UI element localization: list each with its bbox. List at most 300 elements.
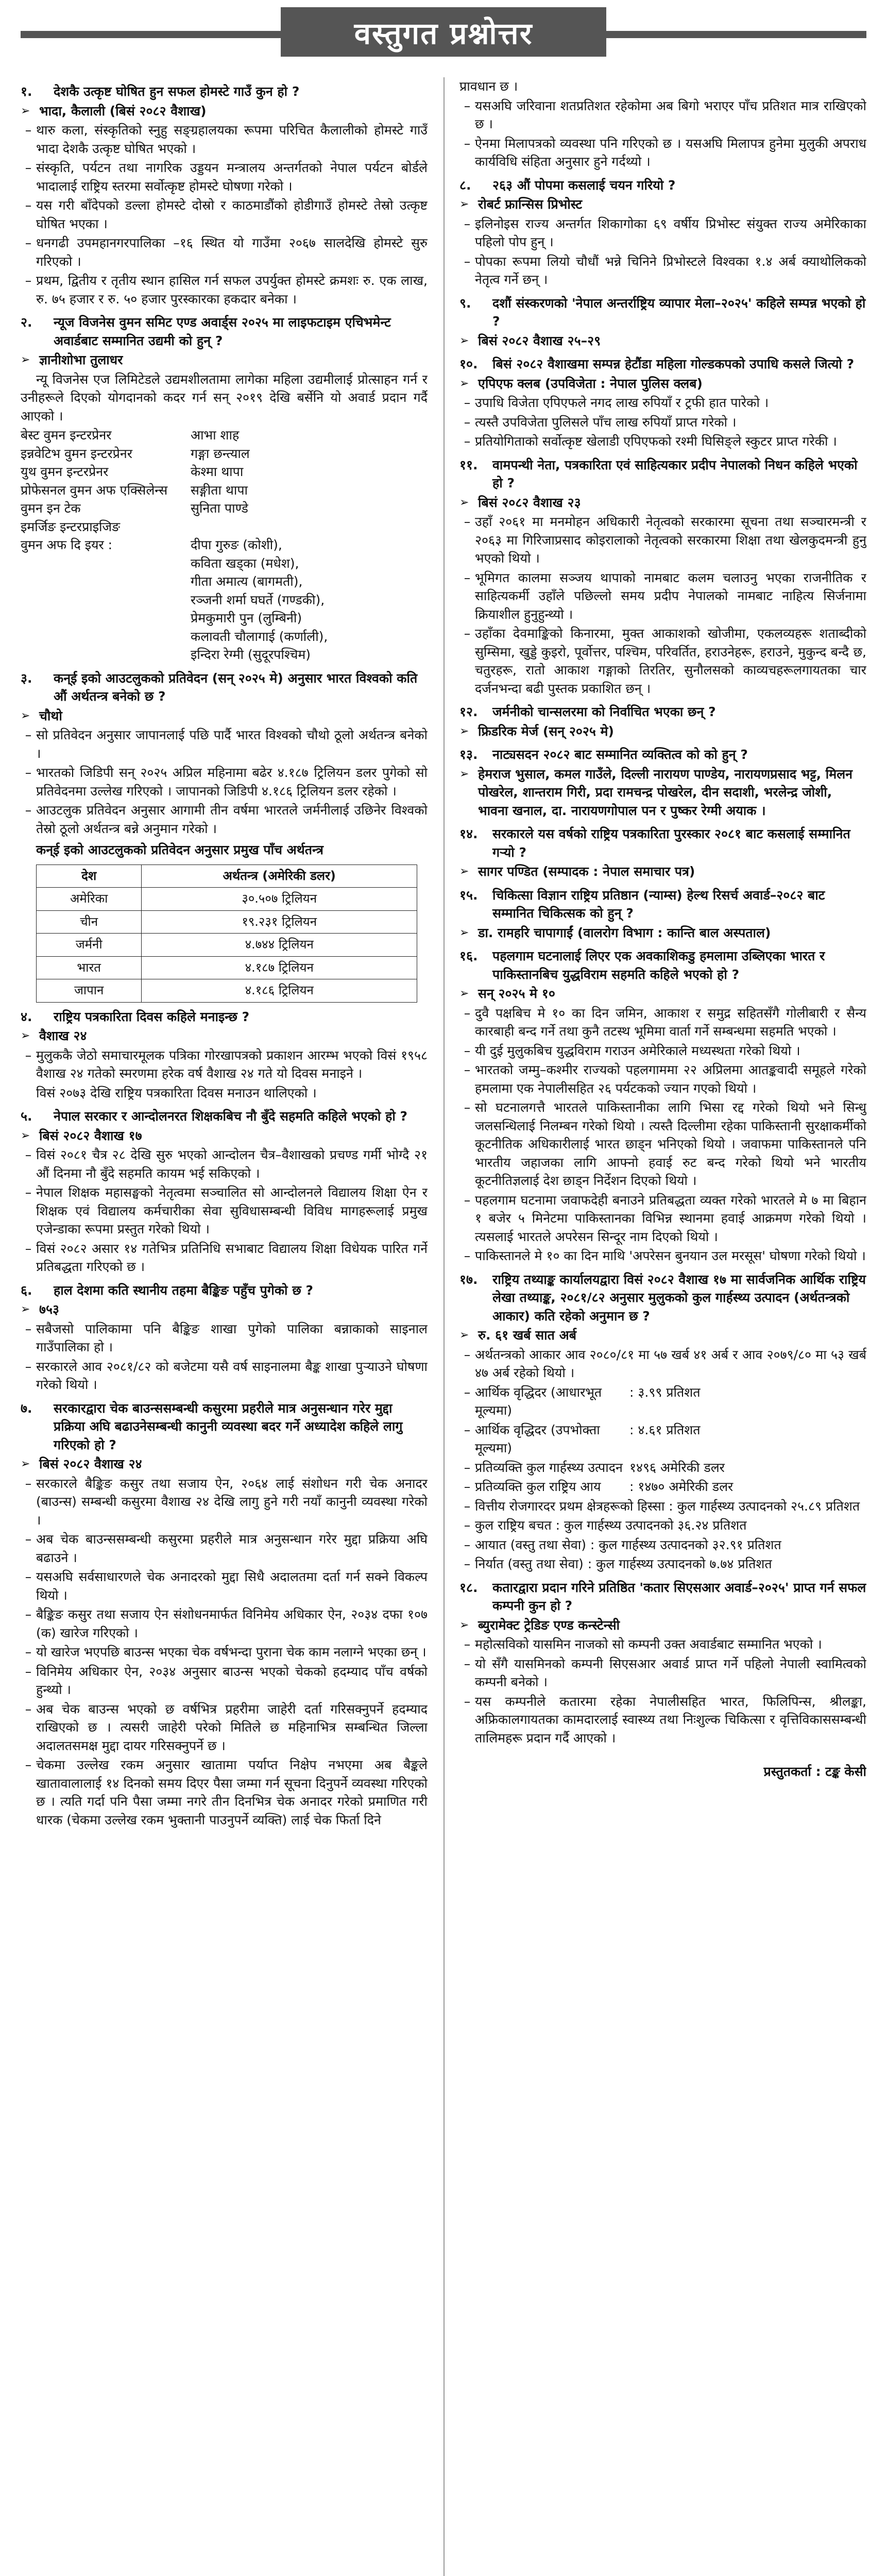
question-text: नाट्यसदन २०८२ बाट सम्मानित व्यक्तित्व को को हुन् ?: [492, 747, 748, 762]
bullet-item: [21, 1568, 428, 1604]
bullet-item: [21, 1605, 428, 1642]
paragraph: न्यू विजनेस एज लिमिटेडले उद्यमशीलतामा लागेका महिला उद्यमीलाई प्रोत्साहन गर्न र उनीहरूले दिएको योगदानको कदर गर्न सन् २०१९ देखि बर्सेनि यो अवार्ड प्रदान गर्दै आएको ।: [21, 371, 428, 423]
question-number: २.: [21, 315, 32, 330]
bullet-text: दुवै पक्षबिच मे १० का दिन जमिन, आकाश र समुद्र सहितसँगै गोलीबारी र सैन्य कारबाही बन्द गर्ने तथा कुनै तटस्थ भूमिमा वार्ता गर्ने सम्बन्धमा सहमति भएको ।: [475, 1005, 866, 1039]
question: [459, 825, 866, 861]
question: [459, 1579, 866, 1615]
bullet-item: [459, 1692, 866, 1748]
bullet-item: [459, 1383, 866, 1420]
question-text: कन्ई इको आउटलुकको प्रतिवेदन (सन् २०२५ मे) अनुसार भारत विश्वको कति औं अर्थतन्त्र बनेको छ ?: [54, 670, 418, 704]
question-number: ४.: [21, 1009, 32, 1024]
question-text: नेपाल सरकार र आन्दोलनरत शिक्षकबिच नौ बुँदे सहमति कहिले भएको हो ?: [54, 1109, 408, 1124]
bullet-dash-icon: –: [25, 727, 32, 742]
award-row: [21, 646, 428, 664]
answer: [21, 707, 428, 725]
award-row: [21, 554, 428, 573]
table-row: [37, 934, 417, 957]
award-category: बेस्ट वुमन इन्टरप्रेनर: [21, 428, 112, 443]
award-row: [21, 518, 428, 536]
award-row: [21, 481, 428, 500]
award-winner: गङ्गा छन्त्याल: [191, 446, 250, 461]
award-row: [21, 572, 428, 591]
bullet-dash-icon: –: [464, 414, 471, 430]
question-text: राष्ट्रिय तथ्याङ्क कार्यालयद्वारा विसं २०८२ वैशाख १७ मा सार्वजनिक आर्थिक राष्ट्रिय लेखा तथ्याङ्क, २०८१/८२ अनुसार मुलुकको कुल गार्हस्थ्य उत्पादन (अर्थतन्त्रको आकार) कति रहेको अनुमान छ ?: [492, 1272, 866, 1324]
stat-label: आर्थिक वृद्धिदर (उपभोक्ता मूल्यमा): [475, 1422, 600, 1455]
bullet-text: मुलुककै जेठो समाचारमूलक पत्रिका गोरखापत्रको प्रकाशन आरम्भ भएको विसं १९५८ वैशाख २४ गतेको स्मरणमा हरेक वर्ष वैशाख २४ गते यो दिवस मनाइने ।: [36, 1047, 428, 1081]
answer-arrow-icon: ➢: [459, 1618, 469, 1632]
bullet-text: विसं २०८२ असार १४ गतेभित्र प्रतिनिधि सभाबाट विद्यालय शिक्षा विधेयक पारित गर्ने प्रतिबद्धता गरिएको छ ।: [36, 1241, 428, 1274]
question-number: १४.: [459, 826, 478, 841]
bullet-dash-icon: –: [464, 216, 471, 231]
bullet-item: [459, 624, 866, 698]
bullet-item: [21, 1663, 428, 1699]
bullet-dash-icon: –: [25, 1569, 32, 1584]
bullet-dash-icon: –: [25, 765, 32, 780]
answer-arrow-icon: ➢: [21, 1303, 30, 1316]
bullet-item: [21, 1530, 428, 1567]
award-spacer: [21, 628, 191, 646]
bullet-text: सबैजसो पालिकामा पनि बैङ्किङ शाखा पुगेको पालिका बन्नाकाको साइनाल गाउँपालिका हो ।: [36, 1321, 428, 1354]
bullet-dash-icon: –: [464, 434, 471, 449]
stat-value: : ४.६१ प्रतिशत: [629, 1422, 701, 1437]
award-winner: गीता अमात्य (बागमती),: [191, 574, 303, 589]
table-cell: अमेरिका: [37, 888, 142, 911]
bullet-dash-icon: –: [25, 1241, 32, 1256]
bullet-item: [21, 1183, 428, 1239]
stat-value: : ३.९९ प्रतिशत: [629, 1384, 701, 1400]
bullet-text: त्यस्तै उपविजेता पुलिसले पाँच लाख रुपियाँ प्राप्त गरेको ।: [475, 414, 737, 430]
answer-text: सन् २०२५ मे १०: [478, 986, 555, 1001]
question: [21, 313, 428, 350]
answer: [459, 765, 866, 820]
left-column: [21, 77, 428, 2576]
answer-text: बिसं २०८२ वैशाख १७: [39, 1128, 142, 1143]
bullet-text: यस कम्पनीले कतारमा रहेका नेपालीसहित भारत, फिलिपिन्स, श्रीलङ्का, अफ्रिकालगायतका कामदारलाई स्वास्थ्य तथा निःशुल्क चिकित्सा र वृत्तिविकाससम्बन्धी तालिमहरू प्रदान गर्दै आएको ।: [475, 1693, 866, 1745]
award-row: [21, 609, 428, 628]
question-text: कतारद्वारा प्रदान गरिने प्रतिष्ठित 'कतार सिएसआर अवार्ड–२०२५' प्राप्त गर्न सफल कम्पनी कुन हो ?: [492, 1580, 866, 1613]
bullet-dash-icon: –: [464, 1043, 471, 1058]
column-header: देश: [37, 865, 142, 888]
right-column: [459, 77, 866, 2576]
answer-arrow-icon: ➢: [21, 1458, 30, 1470]
bullet-dash-icon: –: [464, 1422, 471, 1437]
bullet-dash-icon: –: [464, 1537, 471, 1552]
award-spacer: [21, 591, 191, 609]
bullet-text: बैङ्किङ कसुर तथा सजाय ऐन संशोधनमार्फत विनिमेय अधिकार ऐन, २०३४ दफा १०७ (क) खारेज गरिएको ।: [36, 1607, 428, 1640]
question-text: सरकारद्वारा चेक बाउन्ससम्बन्धी कसुरमा प्रहरीले मात्र अनुसन्धान गरेर मुद्दा प्रक्रिया अघि बढाउनेसम्बन्धी कानुनी व्यवस्था बदर गर्ने अध्यादेश कहिले लागु गरिएको हो ?: [54, 1400, 403, 1452]
question-text: दशौं संस्करणको 'नेपाल अन्तर्राष्ट्रिय व्यापार मेला–२०२५' कहिले सम्पन्न भएको हो ?: [492, 295, 866, 329]
award-winner: रञ्जनी शर्मा घघर्ते (गण्डकी),: [191, 592, 325, 607]
question-number: ६.: [21, 1282, 32, 1298]
answer: [459, 332, 866, 350]
question-text: सरकारले यस वर्षको राष्ट्रिय पत्रकारिता पुरस्कार २०८१ बाट कसलाई सम्मानित गऱ्यो ?: [492, 826, 850, 860]
answer: [459, 985, 866, 1003]
question: [459, 294, 866, 331]
bullet-text: पोपका रूपमा लियो चौधौं भन्ने चिनिने प्रिभोस्टले विश्वका १.४ अर्ब क्याथोलिकको नेतृत्व गर्ने छन् ।: [475, 253, 866, 287]
bullet-text: सरकारले आव २०८१/८२ को बजेटमा यसै वर्ष साइनालमा बैङ्क शाखा पुऱ्याउने घोषणा गरेको थियो ।: [36, 1359, 428, 1392]
answer-arrow-icon: ➢: [459, 496, 469, 509]
table-row: [37, 956, 417, 979]
question-number: ११.: [459, 457, 478, 472]
bullet-text: इलिनोइस राज्य अन्तर्गत शिकागोका ६९ वर्षीय प्रिभोस्ट संयुक्त राज्य अमेरिकाका पहिलो पोप हुन् ।: [475, 216, 866, 249]
award-winner: सङ्गीता थापा: [191, 482, 248, 498]
answer-arrow-icon: ➢: [21, 1029, 30, 1042]
bullet-item: [459, 1655, 866, 1691]
bullet-text: कुल राष्ट्रिय बचत : कुल गार्हस्थ्य उत्पादनको ३६.२४ प्रतिशत: [475, 1518, 747, 1533]
question-text: हाल देशमा कति स्थानीय तहमा बैङ्किङ पहुँच पुगेको छ ?: [54, 1282, 313, 1298]
bullet-dash-icon: –: [464, 1062, 471, 1077]
bullet-dash-icon: –: [464, 514, 471, 529]
answer: [459, 1616, 866, 1635]
bullet-text: प्रथम, द्वितीय र तृतीय स्थान हासिल गर्न सफल उपर्युक्त होमस्टे क्रमशः रु. एक लाख, रु. ७५ हजार र रु. ५० हजार पुरस्कारका हकदार बनेका ।: [36, 273, 428, 307]
question: [459, 176, 866, 195]
bullet-item: [459, 1247, 866, 1265]
question-number: १२.: [459, 704, 478, 719]
table-cell: ४.१८७ ट्रिलियन: [142, 956, 417, 979]
bullet-dash-icon: –: [464, 570, 471, 585]
bullet-dash-icon: –: [25, 803, 32, 818]
bullet-text: पाकिस्तानले मे १० का दिन माथि 'अपरेसन बुनयान उल मरसूस' घोषणा गरेको थियो ।: [475, 1248, 866, 1263]
bullet-item: [21, 1643, 428, 1662]
table-row: [37, 979, 417, 1003]
section-banner: [0, 4, 887, 59]
table-cell: ४.१८६ ट्रिलियन: [142, 979, 417, 1003]
bullet-text: सो प्रतिवेदन अनुसार जापानलाई पछि पार्दै भारत विश्वको चौथो ठूलो अर्थतन्त्र बनेको ।: [36, 727, 428, 761]
paragraph: प्रावधान छ ।: [459, 79, 518, 94]
bullet-item: [459, 569, 866, 624]
column-divider: [444, 77, 445, 2576]
section-title: वस्तुगत प्रश्नोत्तर: [281, 7, 606, 57]
bullet-dash-icon: –: [25, 1607, 32, 1622]
bullet-item: [459, 1635, 866, 1654]
bullet-item: [459, 1042, 866, 1060]
award-winner: प्रेमकुमारी पुन (लुम्बिनी): [191, 611, 302, 625]
bullet-item: [21, 1240, 428, 1276]
question-text: २६३ औं पोपमा कसलाई चयन गरियो ?: [492, 177, 676, 193]
bullet-text: यो सँगै यासमिनको कम्पनी सिएसआर अवार्ड प्राप्त गर्ने पहिलो नेपाली स्वामित्वको कम्पनी बनेको ।: [475, 1656, 866, 1689]
answer: [459, 195, 866, 214]
bullet-dash-icon: –: [25, 1532, 32, 1547]
bullet-text: पहलगाम घटनामा जवाफदेही बनाउने प्रतिबद्धता व्यक्त गरेको भारतले मे ७ मा बिहान १ बजेर ५ मिनेटमा पाकिस्तानका विभिन्न स्थानमा हवाई आक्रमण गरेको थियो । त्यसलाई भारतले अपरेसन सिन्दूर नाम दिएको थियो ।: [475, 1192, 866, 1244]
answer-text: बिसं २०८२ वैशाख २३: [478, 495, 581, 510]
bullet-dash-icon: –: [25, 160, 32, 175]
bullet-dash-icon: –: [464, 253, 471, 269]
bullet-text: ऐनमा मिलापत्रको व्यवस्था पनि गरिएको छ । यसअघि मिलापत्र हुनेमा मुलुकी अपराध कार्यविधि संहिता अनुसार हुने गर्दथ्यो ।: [475, 135, 866, 169]
bullet-text: उहाँ २०६१ मा मनमोहन अधिकारी नेतृत्वको सरकारमा सूचना तथा सञ्चारमन्त्री र २०६३ मा गिरिजाप्रसाद कोइरालाको नेतृत्वको सरकारमा शिक्षा तथा खेलकुदमन्त्री हुनु भएको थियो ।: [475, 514, 866, 566]
bullet-text: सो घटनालगत्तै भारतले पाकिस्तानीका लागि भिसा रद्द गरेको थियो भने सिन्धु जलसन्धिलाई निलम्बन गरेको थियो । त्यस्तै दिल्लीमा रहेका पाकिस्तानी सुरक्षाकर्मीको कूटनीतिक अधिकारीलाई भारत छाड्न भनिएको थियो । जवाफमा पाकिस्तानले पनि भारतीय जहाजका लागि आफ्नो हवाई रुट बन्द गरेको थियो भने भारतीय कूटनीतिज्ञलाई देश छाड्न निर्देशन दिएको थियो ।: [475, 1100, 866, 1188]
bullet-text: सरकारले बैङ्किङ कसुर तथा सजाय ऐन, २०६४ लाई संशोधन गरी चेक अनादर (बाउन्स) सम्बन्धी कसुरमा वैशाख २४ देखि लागु हुने गरी नयाँ कानुनी व्यवस्था गरेको ।: [36, 1476, 428, 1528]
question-number: ९.: [459, 295, 471, 311]
question-text: राष्ट्रिय पत्रकारिता दिवस कहिले मनाइन्छ ?: [54, 1009, 250, 1024]
bullet-text: आयात (वस्तु तथा सेवा) : कुल गार्हस्थ्य उत्पादनको ३२.९१ प्रतिशत: [475, 1537, 781, 1552]
bullet-item: [459, 1555, 866, 1573]
table-cell: चीन: [37, 910, 142, 934]
bullet-item: [459, 1459, 866, 1477]
bullet-item: [21, 1320, 428, 1357]
bullet-text: नेपाल शिक्षक महासङ्घको नेतृत्वमा सञ्चालित सो आन्दोलनले विद्यालय शिक्षा ऐन र शिक्षक एवं विद्यालय कर्मचारीका सेवा सुविधासम्बन्धी विविध मागहरूलाई प्रमुख एजेन्डाका रूपमा प्रस्तुत गरेको थियो ।: [36, 1185, 428, 1236]
stat-row: [475, 1478, 866, 1496]
bullet-item: [459, 513, 866, 568]
question: [459, 947, 866, 984]
question-number: १०.: [459, 357, 478, 371]
bullet-text: यो खारेज भएपछि बाउन्स भएका चेक वर्षभन्दा पुराना चेक काम नलाग्ने भएका छन् ।: [36, 1645, 427, 1659]
table-cell: जर्मनी: [37, 934, 142, 957]
question-number: ७.: [21, 1400, 32, 1416]
question-text: देशकै उत्कृष्ट घोषित हुन सफल होमस्टे गाउँ कुन हो ?: [54, 84, 300, 99]
bullet-item: [459, 1061, 866, 1097]
bullet-item: [459, 1004, 866, 1041]
table-cell: ३०.५०७ ट्रिलियन: [142, 888, 417, 911]
bullet-text: विनिमेय अधिकार ऐन, २०३४ अनुसार बाउन्स भएको चेकको हदम्याद पाँच वर्षको हुन्थ्यो ।: [36, 1664, 428, 1697]
answer-arrow-icon: ➢: [21, 1129, 30, 1142]
bullet-dash-icon: –: [25, 1645, 32, 1659]
table-row: [37, 910, 417, 934]
question-number: ५.: [21, 1109, 32, 1124]
table-cell: भारत: [37, 956, 142, 979]
bullet-dash-icon: –: [25, 1476, 32, 1491]
bullet-item: [21, 726, 428, 762]
table-cell: १९.२३१ ट्रिलियन: [142, 910, 417, 934]
bullet-item: [21, 234, 428, 270]
bullet-text: यसअघि सर्वसाधारणले चेक अनादरको मुद्दा सिधै अदालतमा दर्ता गर्न सक्ने विकल्प थियो ।: [36, 1569, 428, 1603]
question: [459, 456, 866, 493]
answer-arrow-icon: ➢: [459, 1329, 469, 1342]
bullet-text: वित्तीय रोजगारदर प्रथम क्षेत्रहरूको हिस्सा : कुल गार्हस्थ्य उत्पादनको २५.८९ प्रतिशत: [475, 1498, 860, 1514]
bullet-text: धनगढी उपमहानगरपालिका –१६ स्थित यो गाउँमा २०६७ सालदेखि होमस्टे सुरु गरिएको ।: [36, 235, 428, 269]
answer: [459, 862, 866, 881]
award-winner: [191, 518, 428, 536]
answer-arrow-icon: ➢: [459, 865, 469, 878]
question-number: १६.: [459, 948, 478, 963]
stat-label: प्रतिव्यक्ति कुल गार्हस्थ्य उत्पादन: [475, 1460, 623, 1475]
question: [459, 886, 866, 923]
answer-arrow-icon: ➢: [459, 334, 469, 347]
bullet-item: [459, 97, 866, 133]
bullet-dash-icon: –: [464, 1556, 471, 1571]
award-category: वुमन अफ दि इयर :: [21, 537, 113, 552]
answer-arrow-icon: ➢: [459, 377, 469, 390]
bullet-dash-icon: –: [464, 1637, 471, 1652]
bullet-dash-icon: –: [25, 1321, 32, 1336]
bullet-item: [459, 1497, 866, 1516]
award-winner: दीपा गुरुङ (कोशी),: [191, 537, 282, 552]
award-spacer: [21, 646, 191, 664]
content-columns: [21, 77, 866, 2576]
award-row: [21, 628, 428, 646]
answer-text: ७५३: [39, 1302, 60, 1317]
stat-value: १४९६ अमेरिकी डलर: [629, 1460, 725, 1475]
question-number: १८.: [459, 1580, 478, 1595]
award-winner: सुनिता पाण्डे: [191, 501, 248, 516]
answer: [21, 351, 428, 369]
bullet-item: [459, 1346, 866, 1382]
answer-text: रु. ६१ खर्ब सात अर्ब: [478, 1328, 576, 1343]
answer-arrow-icon: ➢: [21, 104, 30, 117]
question-text: न्यूज विजनेस वुमन समिट एण्ड अवार्ड्स २०२५ मा लाइफटाइम एचिभमेन्ट अवार्डबाट सम्मानित उद्यमी को हुन् ?: [54, 315, 391, 348]
answer-text: डा. रामहरि चापागाईं (वालरोग विभाग : कान्ति बाल अस्पताल): [478, 925, 771, 940]
question: [21, 82, 428, 101]
question: [21, 669, 428, 706]
bullet-text: चेकमा उल्लेख रकम अनुसार खातामा पर्याप्त निक्षेप नभएमा अब बैङ्कले खातावालालाई १४ दिनको समय दिएर पैसा जम्मा गर्न सूचना दिनुपर्ने व्यवस्था गरिएको छ । त्यति गर्दा पनि पैसा जम्मा नगरे तीन दिनभित्र चेक अनादर गरेको प्रमाणित गरी धारक (चेकमा उल्लेख रकम भुक्तानी पाउनुपर्ने व्यक्ति) लाई चेक फिर्ता दिने: [36, 1757, 428, 1827]
column-header: अर्थतन्त्र (अमेरिकी डलर): [142, 865, 417, 888]
question-text: जर्मनीको चान्सलरमा को निर्वाचित भएका छन् ?: [492, 704, 716, 719]
bullet-text: भारतको जिडिपी सन् २०२५ अप्रिल महिनामा बढेर ४.१८७ ट्रिलियन डलर पुगेको सो प्रतिवेदनमा उल्लेख गरिएको । जापानको जिडिपी ४.१८६ ट्रिलियन डलर रहेको ।: [36, 765, 428, 799]
answer: [21, 1127, 428, 1145]
bullet-item: [459, 1421, 866, 1458]
answer-arrow-icon: ➢: [21, 353, 30, 366]
bullet-dash-icon: –: [464, 1384, 471, 1400]
question-number: १५.: [459, 887, 478, 903]
answer-arrow-icon: ➢: [459, 767, 469, 781]
answer-arrow-icon: ➢: [459, 926, 469, 939]
table-cell: जापान: [37, 979, 142, 1003]
bullet-item: [21, 1700, 428, 1755]
stat-label: आर्थिक वृद्धिदर (आधारभूत मूल्यमा): [475, 1384, 602, 1418]
award-winner: इन्दिरा रेग्मी (सुदूरपश्चिम): [191, 647, 311, 662]
bullet-item: [21, 1475, 428, 1530]
bullet-item: [21, 272, 428, 308]
bullet-item: [21, 121, 428, 158]
award-category: वुमन इन टेक: [21, 501, 81, 516]
bullet-item: [459, 134, 866, 171]
paragraph: विसं २०७३ देखि राष्ट्रिय पत्रकारिता दिवस मनाउन थालिएको ।: [36, 1085, 317, 1100]
answer-text: ज्ञानीशोभा तुलाधर: [39, 352, 123, 367]
bullet-dash-icon: –: [25, 1147, 32, 1162]
answer-arrow-icon: ➢: [459, 198, 469, 211]
answer: [459, 722, 866, 741]
author-credit: प्रस्तुतकर्ता : टङ्क केसी: [763, 1764, 866, 1779]
question: [21, 1399, 428, 1454]
bullet-dash-icon: –: [25, 1701, 32, 1717]
answer-text: बिसं २०८२ वैशाख २४: [39, 1456, 142, 1471]
bullet-item: [21, 1046, 428, 1083]
answer-text: वैशाख २४: [39, 1028, 87, 1043]
question-number: १३.: [459, 747, 478, 762]
answer-arrow-icon: ➢: [21, 709, 30, 722]
bullet-item: [459, 252, 866, 289]
award-row: [21, 426, 428, 445]
bullet-text: उहाँका देवमाङ्किको किनारमा, मुक्त आकाशको खोजीमा, एकलव्यहरू शताब्दीको सुम्सिमा, खुड्डे कुइरो, पूर्वोत्तर, पश्चिम, परिवर्तित, हराउनेहरू, हराउने, मुकुन्द बन्दै छ, चतुरहरू, रातो आकाश गङ्गाको तिरतिर, सुनौलसको काव्यचहरूलगायतका चार दर्जनभन्दा बढी पुस्तक प्रकाशित छन् ।: [475, 626, 866, 696]
bullet-text: विसं २०८१ चैत्र २८ देखि सुरु भएको आन्दोलन चैत्र–वैशाखको प्रचण्ड गर्मी भोग्दै २१ औं दिनमा नौ बुँदे सहमति कायम भई सकिएको ।: [36, 1147, 428, 1181]
answer-arrow-icon: ➢: [459, 724, 469, 738]
award-category: प्रोफेसनल वुमन अफ एक्सिलेन्स: [21, 482, 168, 498]
award-row: [21, 536, 428, 554]
question-number: ३.: [21, 670, 32, 686]
answer-text: रोबर्ट फ्रान्सिस प्रिभोस्ट: [478, 197, 583, 212]
bullet-dash-icon: –: [464, 1248, 471, 1263]
question: [459, 355, 866, 374]
table-cell: ४.७४४ ट्रिलियन: [142, 934, 417, 957]
award-row: [21, 463, 428, 481]
answer-text: एपिएफ क्लब (उपविजेता : नेपाल पुलिस क्लब): [478, 376, 703, 391]
bullet-dash-icon: –: [464, 1192, 471, 1208]
bullet-text: संस्कृति, पर्यटन तथा नागरिक उड्डयन मन्त्रालय अन्तर्गतको नेपाल पर्यटन बोर्डले भादालाई राष्ट्रिय स्तरमा सर्वोत्कृष्ट होमस्टे घोषणा गरेको ।: [36, 160, 428, 194]
stat-value: : १४७० अमेरिकी डलर: [629, 1479, 734, 1494]
bullet-item: [21, 1146, 428, 1182]
question: [21, 1281, 428, 1300]
answer: [21, 1300, 428, 1319]
bullet-item: [459, 1191, 866, 1246]
question-number: ८.: [459, 177, 471, 193]
economy-table: [36, 865, 417, 1003]
bullet-dash-icon: –: [464, 1100, 471, 1115]
answer: [459, 375, 866, 393]
bullet-text: थारु कला, संस्कृतिको स्नुहु सङ्ग्रहालयका रूपमा परिचित कैलालीको होमस्टे गाउँ भादा देशकै उत्कृष्ट घोषित भएको ।: [36, 123, 428, 156]
award-winner: केश्मा थापा: [191, 464, 244, 479]
bullet-text: महोत्सविको यासमिन नाजको सो कम्पनी उक्त अवार्डबाट सम्मानित भएको ।: [475, 1637, 822, 1652]
answer: [459, 1326, 866, 1345]
bullet-text: आउटलुक प्रतिवेदन अनुसार आगामी तीन वर्षमा भारतले जर्मनीलाई उछिनेर विश्वको तेस्रो ठूलो अर्थतन्त्र बन्ने अनुमान गरेको ।: [36, 803, 428, 836]
bullet-dash-icon: –: [25, 1047, 32, 1063]
question-number: १.: [21, 84, 32, 99]
bullet-text: निर्यात (वस्तु तथा सेवा) : कुल गार्हस्थ्य उत्पादनको ७.७४ प्रतिशत: [475, 1556, 772, 1571]
bullet-dash-icon: –: [464, 1518, 471, 1533]
table-title: कन्ई इको आउटलुकको प्रतिवेदन अनुसार प्रमुख पाँच अर्थतन्त्र: [36, 842, 323, 857]
bullet-text: यस गरी बाँदेपको डल्ला होमस्टे दोस्रो र काठमाडौंको होडीगाउँ होमस्टे तेस्रो उत्कृष्ट घोषित भएका ।: [36, 198, 428, 231]
question-text: चिकित्सा विज्ञान राष्ट्रिय प्रतिष्ठान (न्याम्स) हेल्थ रिसर्च अवार्ड–२०८२ बाट सम्मानित चिकित्सक को हुन् ?: [492, 887, 825, 921]
award-category: इन्नवेटिभ वुमन इन्टरप्रेनर: [21, 446, 132, 461]
table-header-row: [37, 865, 417, 888]
bullet-text: यी दुई मुलुकबिच युद्धविराम गराउन अमेरिकाले मध्यस्थता गरेको थियो ।: [475, 1043, 800, 1058]
bullet-dash-icon: –: [25, 1185, 32, 1200]
bullet-dash-icon: –: [25, 273, 32, 288]
answer: [21, 1027, 428, 1045]
bullet-item: [21, 196, 428, 233]
award-winner: कविता खड्का (मधेश),: [191, 555, 299, 571]
bullet-dash-icon: –: [464, 626, 471, 641]
answer-text: चौथो: [39, 708, 62, 723]
bullet-dash-icon: –: [464, 1347, 471, 1362]
bullet-dash-icon: –: [25, 123, 32, 138]
bullet-text: उपाधि विजेता एपिएफले नगद लाख रुपियाँ र ट्रफी हात पारेको ।: [475, 395, 769, 410]
bullet-dash-icon: –: [25, 198, 32, 213]
bullet-item: [459, 394, 866, 412]
bullet-text: अब चेक बाउन्ससम्बन्धी कसुरमा प्रहरीले मात्र अनुसन्धान गरेर मुद्दा प्रक्रिया अघि बढाउने ।: [36, 1532, 428, 1565]
answer-text: हेमराज भुसाल, कमल गाउँले, दिल्ली नारायण पाण्डेय, नारायणप्रसाद भट्ट, मिलन पोखरेल, शान्तराम गिरी, प्रदा रामचन्द्र पोखरेल, दीन सदाशी, भरलेन्द्र जोशी, भावना खनाल, दा. नारायणगोपाल पन र पुष्कर रेग्मी अयाक ।: [478, 766, 853, 818]
question: [459, 1270, 866, 1326]
stat-label: प्रतिव्यक्ति कुल राष्ट्रिय आय: [475, 1479, 601, 1494]
bullet-text: भूमिगत कालमा सञ्जय थापाको नामबाट कलम चलाउनु भएका राजनीतिक र साहित्यकर्मी उहाँले पछिल्लो समय प्रदीप नेपालको नामबाट नाहित्य सिर्जनामा क्रियाशील हुनुहुन्थ्यो ।: [475, 570, 866, 622]
question-text: वामपन्थी नेता, पत्रकारिता एवं साहित्यकार प्रदीप नेपालको निधन कहिले भएको हो ?: [492, 457, 858, 490]
answer-text: ब्युरामेक्ट ट्रेडिङ एण्ड कन्स्टेन्सी: [478, 1617, 620, 1633]
bullet-dash-icon: –: [25, 1664, 32, 1679]
award-category: युथ वुमन इन्टरप्रेनर: [21, 464, 109, 479]
bullet-item: [459, 432, 866, 451]
bullet-item: [459, 1536, 866, 1554]
bullet-text: यसअघि जरिवाना शतप्रतिशत रहेकोमा अब बिगो भराएर पाँच प्रतिशत मात्र राखिएको छ ।: [475, 98, 866, 131]
answer: [459, 494, 866, 512]
question-text: पहलगाम घटनालाई लिएर एक अवकाशिकडु हमलामा उब्लिएका भारत र पाकिस्तानबिच युद्धविराम सहमति कहिले भएको हो ?: [492, 948, 825, 982]
stat-row: [475, 1383, 866, 1420]
bullet-dash-icon: –: [25, 235, 32, 250]
bullet-item: [21, 159, 428, 195]
answer-text: फ्रिडरिक मेर्ज (सन् २०२५ मे): [478, 723, 614, 739]
bullet-text: अर्थतन्त्रको आकार आव २०८०/८१ मा ५७ खर्ब ४१ अर्ब र आव २०७९/८० मा ५३ खर्ब ४७ अर्ब रहेको थियो ।: [475, 1347, 866, 1380]
answer-text: सागर पण्डित (सम्पादक : नेपाल समाचार पत्र): [478, 864, 695, 879]
award-row: [21, 591, 428, 609]
stat-row: [475, 1421, 866, 1458]
bullet-dash-icon: –: [25, 1359, 32, 1374]
answer-text: भादा, कैलाली (बिसं २०८२ वैशाख): [39, 103, 207, 118]
bullet-dash-icon: –: [464, 1498, 471, 1514]
bullet-dash-icon: –: [464, 98, 471, 113]
award-row: [21, 445, 428, 463]
bullet-text: अब चेक बाउन्स भएको छ वर्षभित्र प्रहरीमा जाहेरी दर्ता गरिसक्नुपर्ने हदम्याद राखिएको छ । त्यसरी जाहेरी परेको मितिले छ महिनाभित्र सम्बन्धित जिल्ला अदालतसमक्ष मुद्दा दायर गरिसक्नुपर्ने छ ।: [36, 1701, 428, 1753]
award-spacer: [21, 554, 191, 573]
award-winner: आभा शाह: [191, 428, 240, 443]
bullet-dash-icon: –: [464, 1005, 471, 1021]
stat-row: [475, 1459, 866, 1477]
